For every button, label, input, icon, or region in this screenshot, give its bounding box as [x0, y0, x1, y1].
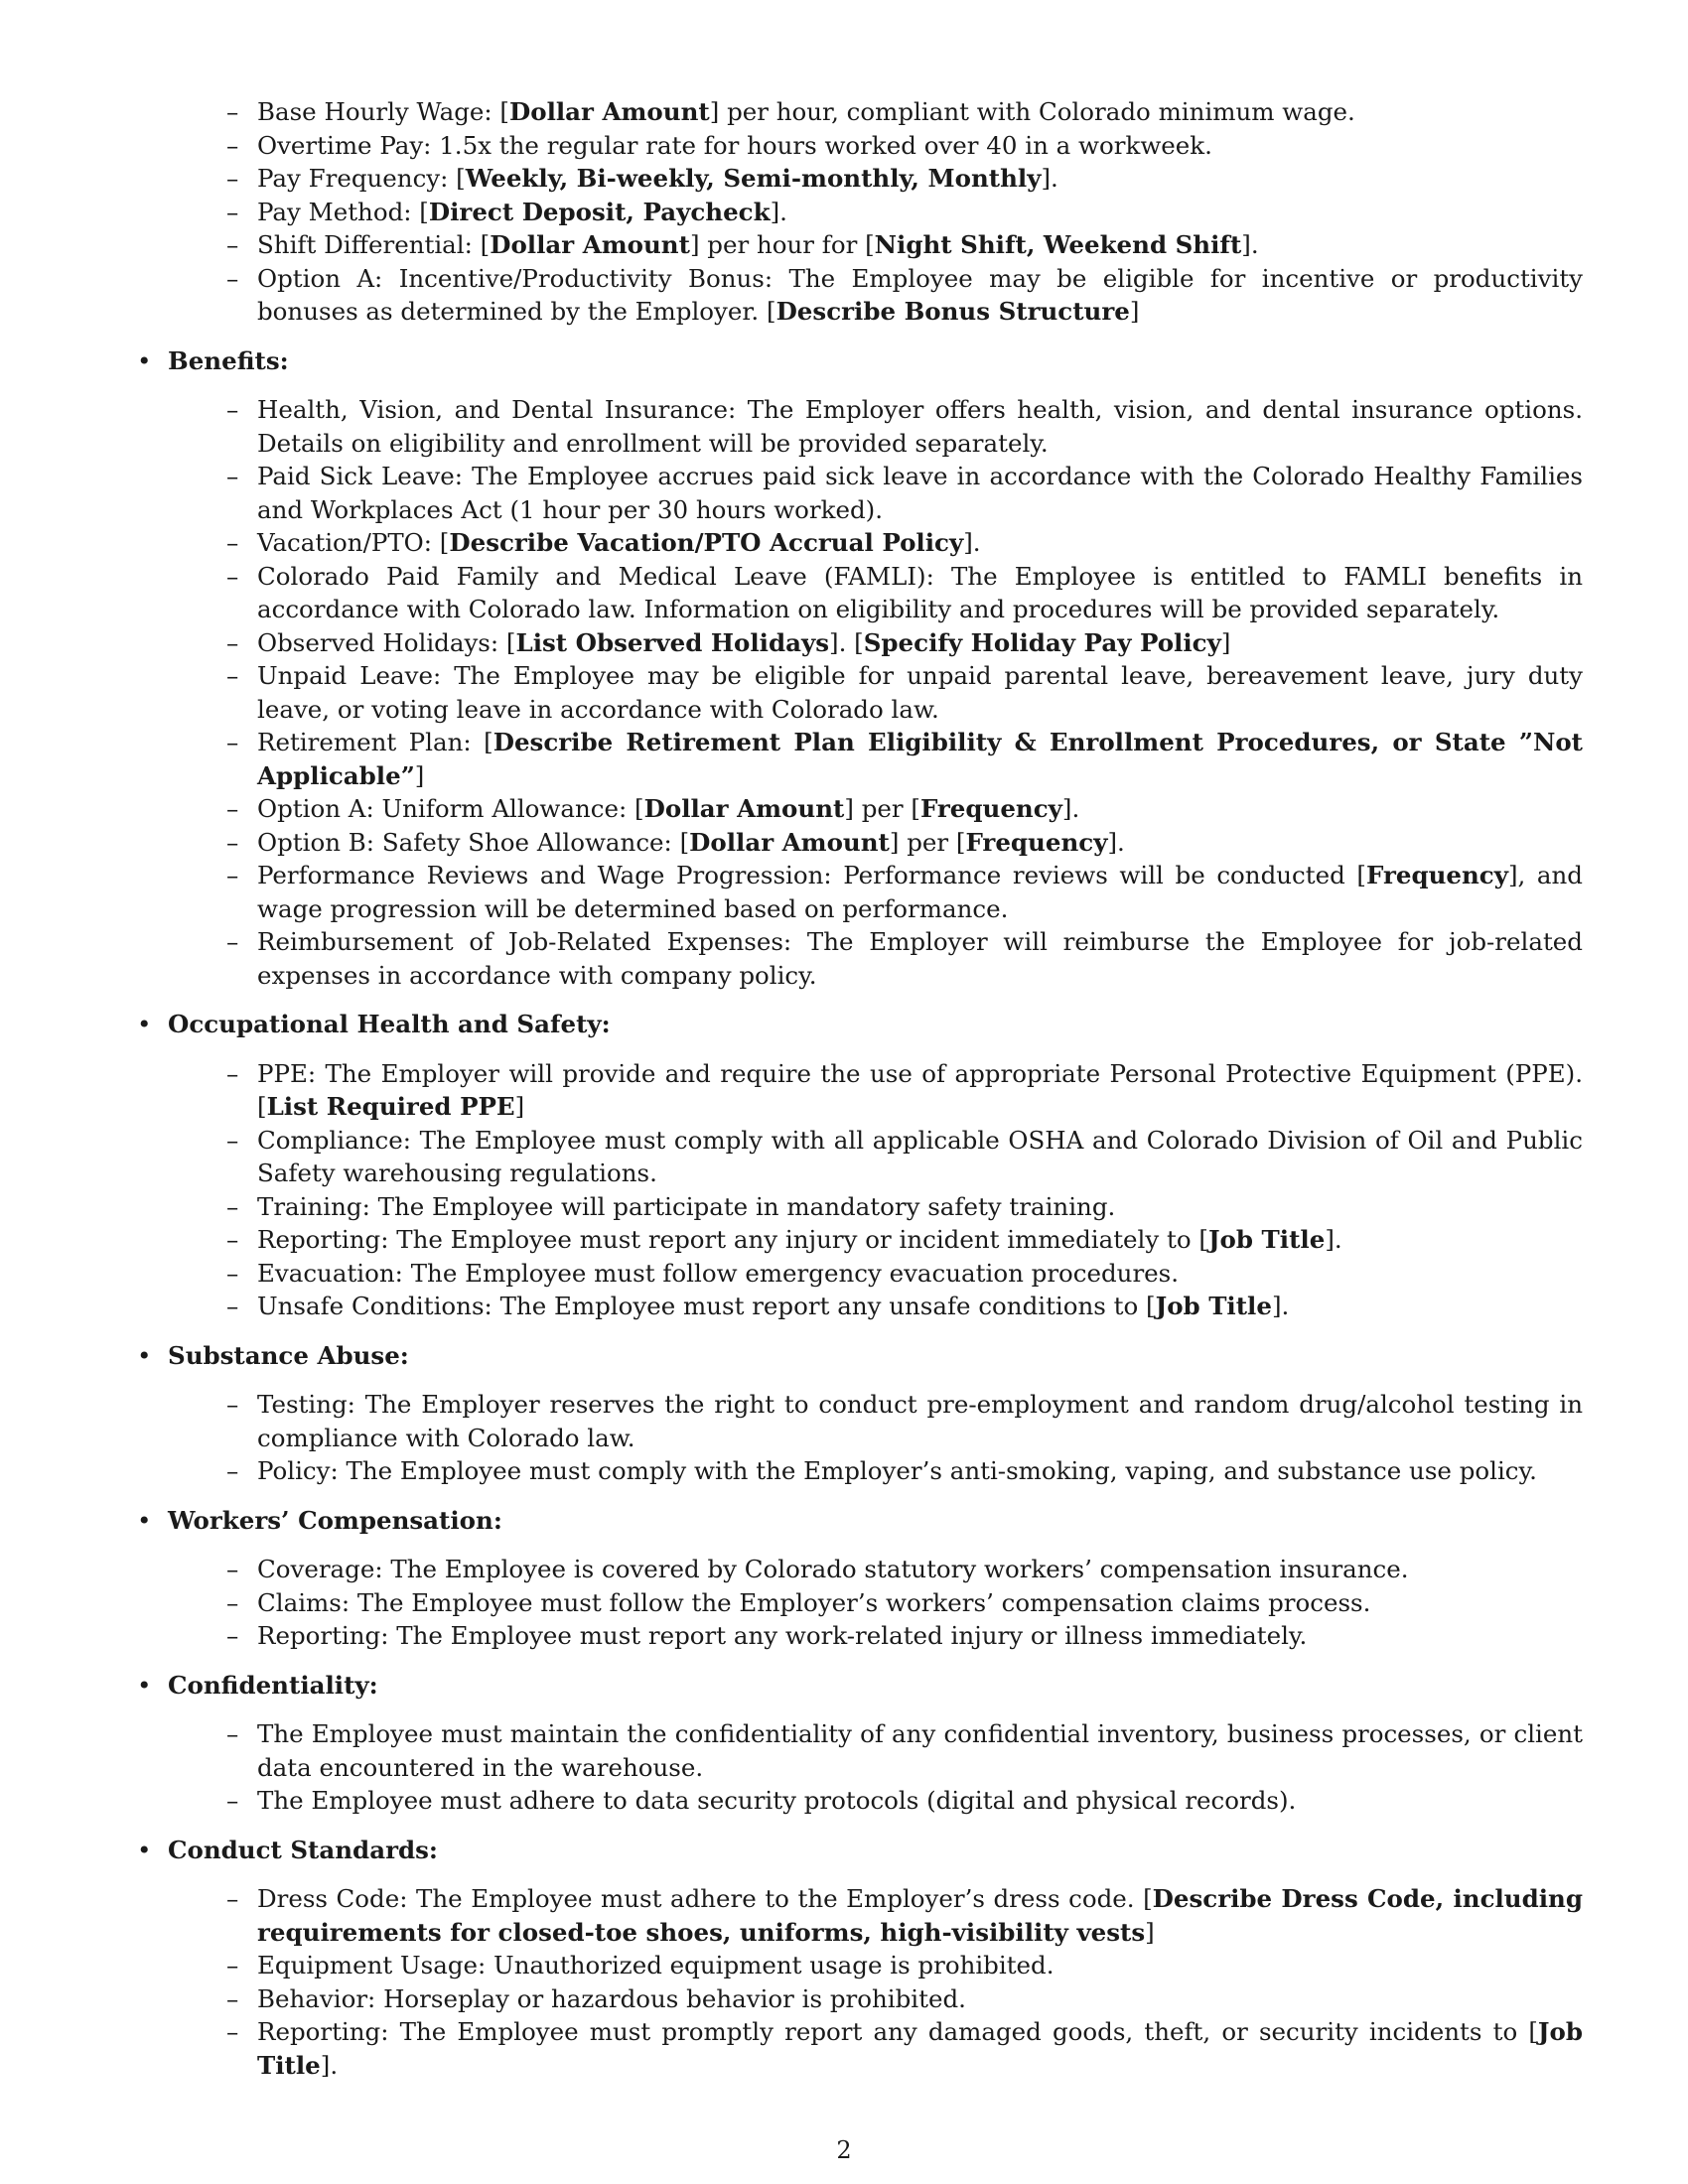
section-conduct-standards — [137, 1834, 1583, 2083]
list-item: – The Employee must maintain the confidentiality of any confidential inventory, business processes, or client data encountered in the warehouse. — [226, 1717, 1583, 1784]
list-item: – Option B: Safety Shoe Allowance: [Dollar Amount] per [Frequency]. — [226, 826, 1583, 860]
list-item: – Unsafe Conditions: The Employee must report any unsafe conditions to [Job Title]. — [226, 1290, 1583, 1323]
list-item: – Reporting: The Employee must report any injury or incident immediately to [Job Title]. — [226, 1223, 1583, 1257]
list-item: – Behavior: Horseplay or hazardous behavior is prohibited. — [226, 1982, 1583, 2016]
list-item: – Colorado Paid Family and Medical Leave (FAMLI): The Employee is entitled to FAMLI benefits in accordance with Colorado law. Information on eligibility and procedures will be provided separately. — [226, 560, 1583, 626]
list-item: – Option A: Incentive/Productivity Bonus: The Employee may be eligible for incentive or productivity bonuses as determined by the Employer. [Describe Bonus Structure] — [226, 262, 1583, 329]
list-item: – Unpaid Leave: The Employee may be eligible for unpaid parental leave, bereavement leave, jury duty leave, or voting leave in accordance with Colorado law. — [226, 659, 1583, 726]
list-item: – Testing: The Employer reserves the right to conduct pre-employment and random drug/alcohol testing in compliance with Colorado law. — [226, 1388, 1583, 1454]
list-item: – Pay Method: [Direct Deposit, Paycheck]. — [226, 196, 1583, 229]
benefits-list — [226, 393, 1583, 992]
section-heading: • Workers’ Compensation: — [137, 1504, 1583, 1538]
list-item: – Base Hourly Wage: [Dollar Amount] per hour, compliant with Colorado minimum wage. — [226, 95, 1583, 129]
section-benefits — [137, 344, 1583, 993]
list-item: – Claims: The Employee must follow the Employer’s workers’ compensation claims process. — [226, 1586, 1583, 1620]
pay-list — [226, 95, 1583, 329]
list-item: – PPE: The Employer will provide and require the use of appropriate Personal Protective Equipment (PPE). [List Required PPE] — [226, 1057, 1583, 1124]
list-item: – Vacation/PTO: [Describe Vacation/PTO Accrual Policy]. — [226, 526, 1583, 560]
list-item: – Reporting: The Employee must report any work-related injury or illness immediately. — [226, 1619, 1583, 1653]
section-heading: • Benefits: — [137, 344, 1583, 378]
page-number: 2 — [836, 2136, 852, 2164]
list-item: – Overtime Pay: 1.5x the regular rate for hours worked over 40 in a workweek. — [226, 129, 1583, 163]
list-item: – Pay Frequency: [Weekly, Bi-weekly, Semi-monthly, Monthly]. — [226, 162, 1583, 196]
section-heading: • Conduct Standards: — [137, 1834, 1583, 1867]
list-item: – Compliance: The Employee must comply with all applicable OSHA and Colorado Division of Oil and Public Safety warehousing regulations. — [226, 1124, 1583, 1190]
list-item: – Training: The Employee will participate in mandatory safety training. — [226, 1190, 1583, 1224]
list-item: – Coverage: The Employee is covered by Colorado statutory workers’ compensation insurance. — [226, 1553, 1583, 1586]
section-heading: • Confidentiality: — [137, 1669, 1583, 1703]
list-item: – Health, Vision, and Dental Insurance: The Employer offers health, vision, and dental insurance options. Details on eligibility and enrollment will be provided separately. — [226, 393, 1583, 460]
list-item: – Evacuation: The Employee must follow emergency evacuation procedures. — [226, 1257, 1583, 1291]
conduct-list — [226, 1882, 1583, 2082]
workers-list — [226, 1553, 1583, 1653]
section-heading: • Occupational Health and Safety: — [137, 1008, 1583, 1041]
list-item: – Policy: The Employee must comply with the Employer’s anti-smoking, vaping, and substance use policy. — [226, 1454, 1583, 1488]
section-heading: • Substance Abuse: — [137, 1339, 1583, 1373]
section-confidentiality — [137, 1669, 1583, 1818]
substance-list — [226, 1388, 1583, 1488]
list-item: – Equipment Usage: Unauthorized equipment usage is prohibited. — [226, 1949, 1583, 1982]
section-list — [137, 344, 1583, 2083]
list-item: – The Employee must adhere to data security protocols (digital and physical records). — [226, 1784, 1583, 1818]
list-item: – Shift Differential: [Dollar Amount] per hour for [Night Shift, Weekend Shift]. — [226, 228, 1583, 262]
list-item: – Reimbursement of Job-Related Expenses: The Employer will reimburse the Employee for job-related expenses in accordance with company policy. — [226, 925, 1583, 992]
document-body — [137, 95, 1583, 2082]
confidentiality-list — [226, 1717, 1583, 1818]
list-item: – Retirement Plan: [Describe Retirement Plan Eligibility & Enrollment Procedures, or State ”Not Applicable”] — [226, 726, 1583, 792]
list-item: – Observed Holidays: [List Observed Holidays]. [Specify Holiday Pay Policy] — [226, 626, 1583, 660]
list-item: – Dress Code: The Employee must adhere to the Employer’s dress code. [Describe Dress Code, including requirements for closed-toe shoes, uniforms, high-visibility vests] — [226, 1882, 1583, 1949]
section-substance-abuse — [137, 1339, 1583, 1488]
section-safety — [137, 1008, 1583, 1323]
list-item: – Paid Sick Leave: The Employee accrues paid sick leave in accordance with the Colorado Healthy Families and Workplaces Act (1 hour per 30 hours worked). — [226, 460, 1583, 526]
list-item: – Performance Reviews and Wage Progression: Performance reviews will be conducted [Frequency], and wage progression will be determined based on performance. — [226, 859, 1583, 925]
list-item: – Reporting: The Employee must promptly report any damaged goods, theft, or security incidents to [Job Title]. — [226, 2015, 1583, 2082]
section-workers-compensation — [137, 1504, 1583, 1653]
safety-list — [226, 1057, 1583, 1323]
list-item: – Option A: Uniform Allowance: [Dollar Amount] per [Frequency]. — [226, 792, 1583, 826]
